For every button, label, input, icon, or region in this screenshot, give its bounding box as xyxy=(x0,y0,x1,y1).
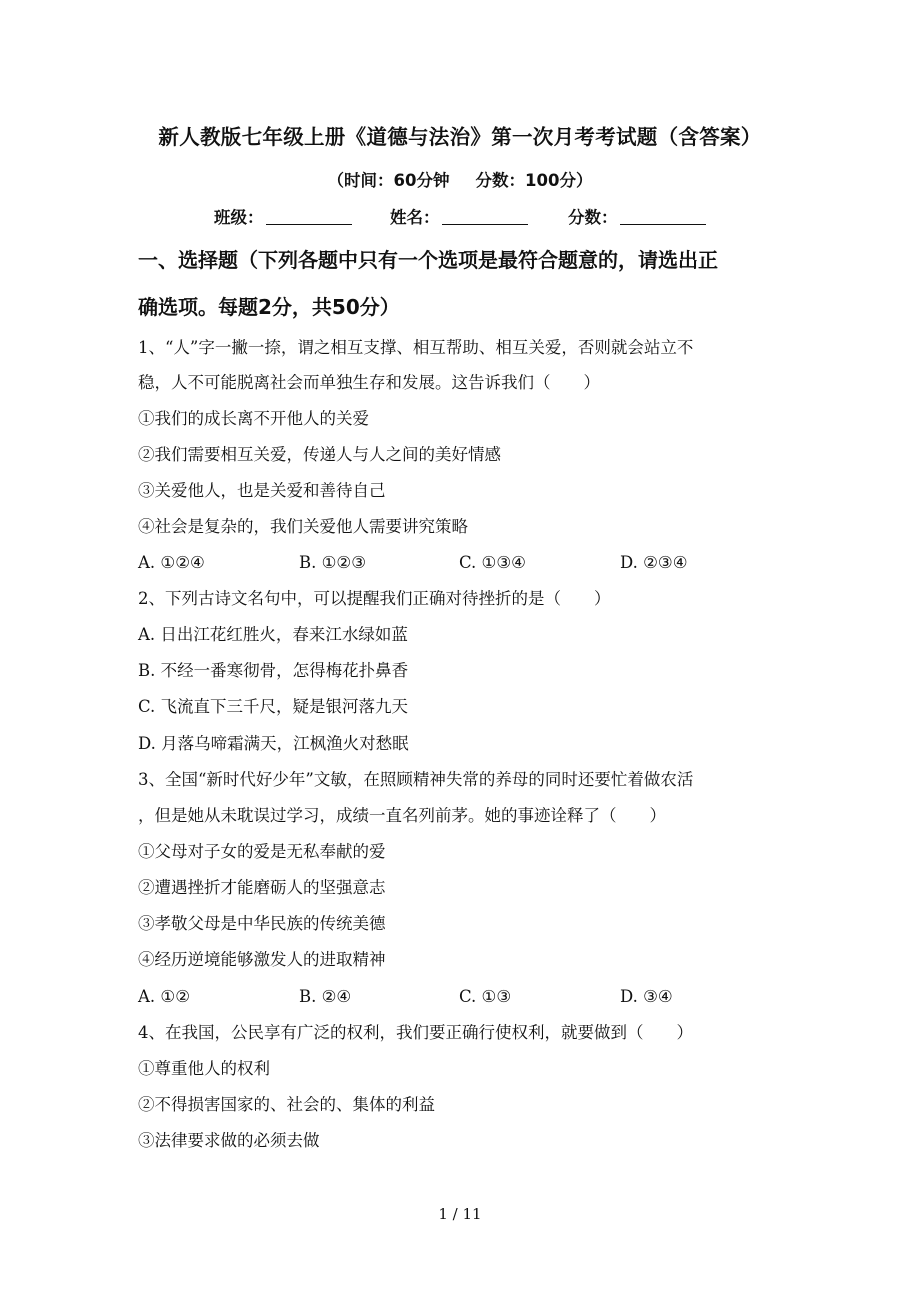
score-blank xyxy=(620,208,706,225)
q2-stem: 2、下列古诗文名句中，可以提醒我们正确对待挫折的是（ ） xyxy=(138,589,611,608)
class-label: 班级： xyxy=(214,208,264,227)
q1-stem-line1: 1、“人”字一撇一捺，谓之相互支撑、相互帮助、相互关爱，否则就会站立不 xyxy=(138,338,694,357)
score-label: 分数： xyxy=(568,208,618,227)
q1-statement-3: ③关爱他人，也是关爱和善待自己 xyxy=(138,481,386,500)
q3-option-c: C. ①③ xyxy=(459,987,512,1006)
q3-statement-3: ③孝敬父母是中华民族的传统美德 xyxy=(138,914,386,933)
document-title: 新人教版七年级上册《道德与法治》第一次月考考试题（含答案） xyxy=(158,125,762,149)
q4-stem: 4、在我国，公民享有广泛的权利，我们要正确行使权利，就要做到（ ） xyxy=(138,1023,693,1042)
q1-stem-line2: 稳，人不可能脱离社会而单独生存和发展。这告诉我们（ ） xyxy=(138,373,600,392)
q3-stem-line2: ，但是她从未耽误过学习，成绩一直名列前茅。她的事迹诠释了（ ） xyxy=(138,806,666,825)
q1-statement-4: ④社会是复杂的，我们关爱他人需要讲究策略 xyxy=(138,517,468,536)
q2-option-c: C. 飞流直下三千尺，疑是银河落九天 xyxy=(138,697,409,716)
q3-stem-line1: 3、全国“新时代好少年”文敏，在照顾精神失常的养母的同时还要忙着做农活 xyxy=(138,770,694,789)
section-heading-line2: 确选项。每题2分，共50分） xyxy=(138,295,400,319)
q1-option-c: C. ①③④ xyxy=(459,553,526,572)
exam-time: （时间：60分钟 xyxy=(327,171,450,190)
page-number: 1 / 11 xyxy=(438,1205,482,1223)
exam-total-score: 分数：100分） xyxy=(475,171,593,190)
name-blank xyxy=(442,208,528,225)
q4-statement-3: ③法律要求做的必须去做 xyxy=(138,1131,320,1150)
q3-statement-4: ④经历逆境能够激发人的进取精神 xyxy=(138,950,386,969)
name-field xyxy=(390,204,528,228)
q1-option-a: A. ①②④ xyxy=(138,553,205,572)
name-label: 姓名： xyxy=(390,208,440,227)
class-field xyxy=(214,204,352,228)
q1-option-b: B. ①②③ xyxy=(299,553,366,572)
q1-statement-2: ②我们需要相互关爱，传递人与人之间的美好情感 xyxy=(138,445,501,464)
q2-option-b: B. 不经一番寒彻骨，怎得梅花扑鼻香 xyxy=(138,661,409,680)
q1-statement-1: ①我们的成长离不开他人的关爱 xyxy=(138,409,369,428)
class-blank xyxy=(266,208,352,225)
q2-option-d: D. 月落乌啼霜满天，江枫渔火对愁眠 xyxy=(138,734,409,753)
q2-option-a: A. 日出江花红胜火，春来江水绿如蓝 xyxy=(138,625,408,644)
section-heading-line1: 一、选择题（下列各题中只有一个选项是最符合题意的，请选出正 xyxy=(138,248,718,272)
q4-statement-1: ①尊重他人的权利 xyxy=(138,1059,270,1078)
q3-option-a: A. ①② xyxy=(138,987,190,1006)
exam-time-score xyxy=(0,167,920,191)
q3-statement-1: ①父母对子女的爱是无私奉献的爱 xyxy=(138,842,386,861)
q3-option-b: B. ②④ xyxy=(299,987,352,1006)
q4-statement-2: ②不得损害国家的、社会的、集体的利益 xyxy=(138,1095,435,1114)
q3-option-d: D. ③④ xyxy=(620,987,673,1006)
q3-statement-2: ②遭遇挫折才能磨砺人的坚强意志 xyxy=(138,878,386,897)
q1-option-d: D. ②③④ xyxy=(620,553,688,572)
score-field xyxy=(568,204,706,228)
